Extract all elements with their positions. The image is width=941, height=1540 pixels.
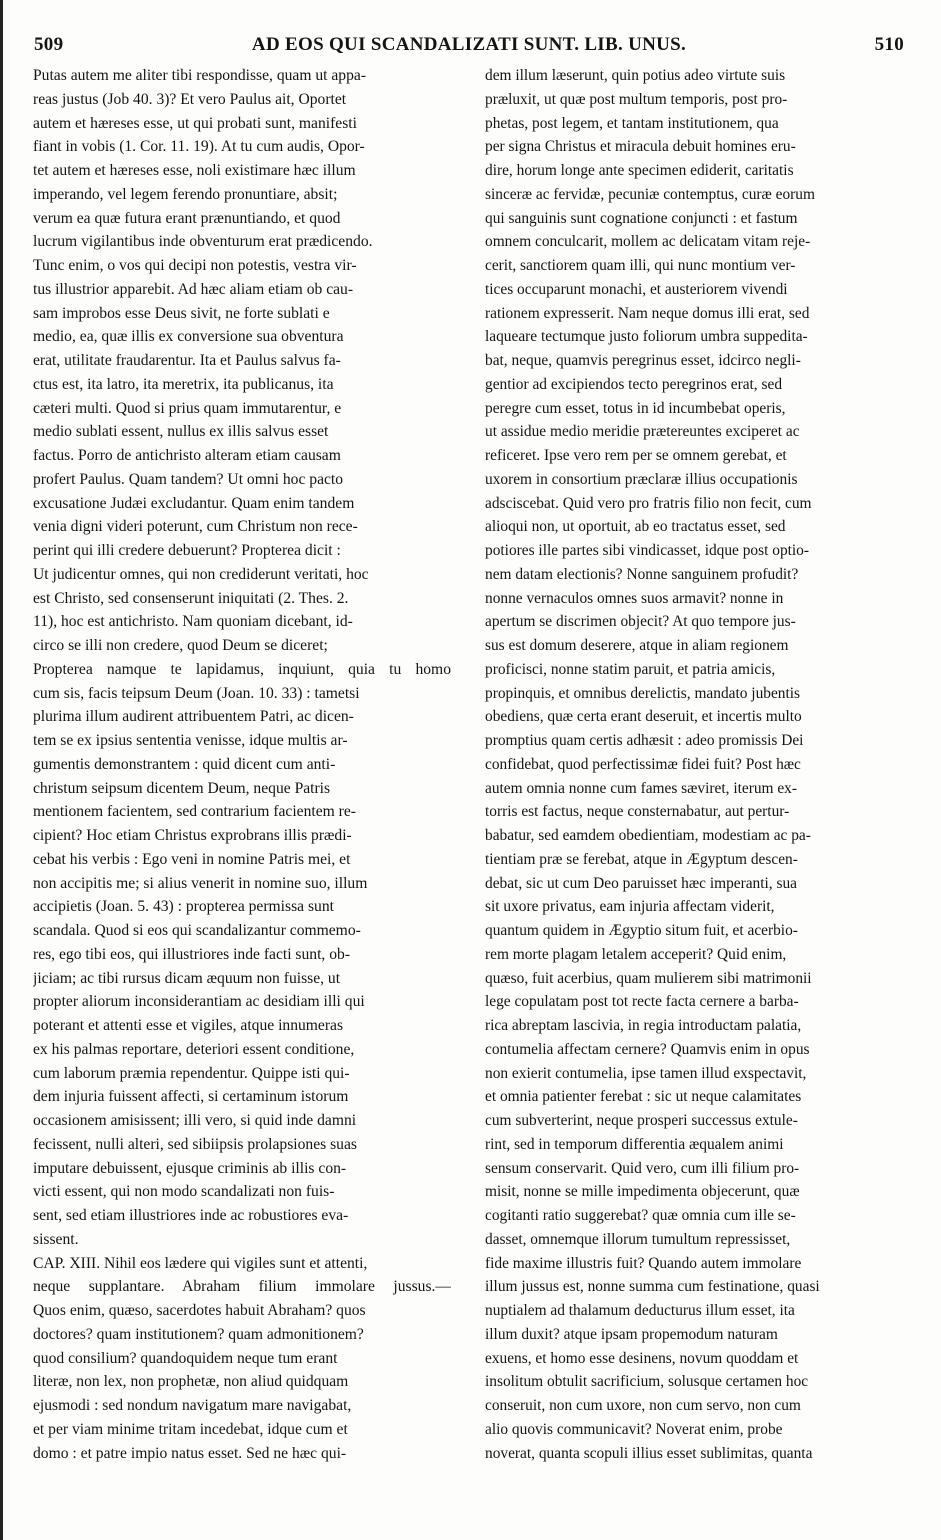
text-line: exuens, et homo esse desinens, novum quoddam et (485, 1349, 799, 1367)
text-line: obediens, quæ certa erant deseruit, et incertis multo (485, 708, 802, 726)
text-line: fide maxime illustris fuit? Quando autem immolare (485, 1254, 802, 1272)
text-line: Ut judicentur omnes, qui non crediderunt veritati, hoc (33, 565, 369, 583)
text-line: nem datam electionis? Nonne sanguinem profudit? (485, 565, 799, 583)
text-line: ut assidue medio meridie prætereuntes exciperet ac (485, 423, 800, 441)
text-line: cæteri multi. Quod si prius quam immutarentur, e (33, 399, 342, 417)
text-line: non exierit contumelia, ipse tamen illud exspectavit, (485, 1064, 807, 1082)
text-line: sissent. (33, 1230, 79, 1248)
text-line: et omnia patienter ferebat : sic ut neque calamitates (485, 1088, 802, 1106)
text-line: torris est factus, neque consternabatur, aut pertur- (485, 803, 790, 821)
text-line: cum subverterint, neque prosperi successus extule- (485, 1112, 798, 1129)
text-line: dasset, omnemque illorum tumultum repressisset, (485, 1230, 791, 1248)
text-line: est Christo, sed consenserunt iniquitati (2. Thes. 2. (33, 589, 349, 607)
text-line: autem et hæreses esse, ut qui probati sunt, manifesti (33, 114, 357, 132)
text-line: reas justus (Job 40. 3)? Et vero Paulus ait, Oportet (33, 90, 347, 108)
text-line: noverat, quanta scopuli illius esset sublimitas, quanta (485, 1444, 813, 1462)
text-line: jiciam; ac tibi rursus dicam æquum non fuisse, ut (33, 969, 341, 987)
text-line: victi essent, qui non modo scandalizati non fuis- (33, 1183, 335, 1201)
text-line: babatur, sed eamdem obedientiam, modestiam ac pa- (485, 827, 811, 844)
text-line: quantum quidem in Ægyptio situm fuit, et acerbio- (485, 922, 798, 939)
text-line: poterant et attenti esse et vigiles, atque innumeras (33, 1017, 344, 1034)
text-line: ex his palmas reportare, deteriori essent conditione, (33, 1040, 355, 1058)
text-line: insolitum obtulit sacrificium, solusque certamen hoc (485, 1373, 809, 1391)
text-line: tet autem et hæreses esse, noli existimare hæc illum (33, 162, 356, 179)
text-line: debat, sic ut cum Deo paruisset hæc imperanti, sua (485, 874, 798, 892)
running-title: AD EOS QUI SCANDALIZATI SUNT. LIB. UNUS. (251, 34, 687, 55)
text-line: fiant in vobis (1. Cor. 11. 19). At tu cum audis, Opor- (33, 138, 365, 156)
text-line: cogitanti ratio suggerebat? quæ omnia cum ille se- (485, 1207, 796, 1224)
text-line: non accipitis me; si alius venerit in nomine suo, illum (33, 874, 368, 892)
text-line: plurima illum audirent attribuentem Patri, ac dicen- (33, 708, 354, 726)
text-line: factus. Porro de antichristo alteram etiam causam (33, 447, 341, 464)
text-line: rationem expresserit. Nam neque domus illi erat, sed (485, 304, 810, 322)
text-line: medio, ea, quæ illis ex conversione sua obventura (33, 328, 344, 346)
text-line: rem morte plagam letalem acceperit? Quid enim, (485, 945, 787, 963)
left-text-column (33, 64, 451, 1465)
text-line: erat, utilitate fraudarentur. Ita et Paulus salvus fa- (33, 352, 341, 369)
text-line: literæ, non lex, non prophetæ, non aliud quidquam (33, 1373, 349, 1391)
text-line: illum jussus est, nonne summa cum festinatione, quasi (485, 1278, 820, 1296)
text-line: phetas, post legem, et tantam institutionem, qua (485, 114, 779, 132)
text-line: medio sublati essent, nullus ex illis salvus esset (33, 423, 329, 441)
text-line: circo se illi non credere, quod Deum se diceret; (33, 637, 328, 654)
text-line: confidebat, quod perfectissimæ fidei fuit? Post hæc (485, 755, 801, 773)
text-line: domo : et patre impio natus esset. Sed ne hæc qui- (33, 1444, 347, 1462)
text-line: dem illum læserunt, quin potius adeo virtute suis (485, 67, 786, 84)
text-line: res, ego tibi eos, qui illustriores inde facti sunt, ob- (33, 945, 351, 963)
text-line: scandala. Quod si eos qui scandalizantur commemo- (33, 922, 361, 939)
text-line: tem se ex ipsius sententia venisse, idque multis ar- (33, 732, 348, 749)
text-line: gentior ad excipiendos tecto peregrinos erat, sed (485, 375, 783, 393)
page-number-left: 509 (34, 34, 64, 55)
text-line: excusatione Judæi excludantur. Quam enim tandem (33, 494, 355, 512)
text-line: accipietis (Joan. 5. 43) : propterea permissa sunt (33, 898, 334, 916)
text-line: quod consilium? quandoquidem neque tum erant (33, 1349, 338, 1367)
text-line: autem omnia nonne cum fames sæviret, iterum ex- (485, 779, 797, 797)
running-header (34, 34, 904, 58)
text-line: qui sanguinis sunt cognatione conjuncti : et fastum (485, 209, 798, 227)
text-line: tientiam præ se ferebat, atque in Ægyptum descen- (485, 850, 798, 868)
text-line: sensum conservarit. Quid vero, cum illi filium pro- (485, 1159, 800, 1177)
text-line: dire, horum longe ante specimen ediderit, caritatis (485, 162, 794, 179)
text-line: potiores ille partes sibi vindicasset, idque post optio- (485, 542, 810, 559)
text-line: reficeret. Ipse vero rem per se omnem gerebat, et (485, 447, 787, 464)
text-line: ejusmodi : sed nondum navigatum mare navigabat, (33, 1397, 352, 1414)
text-line: promptius quam certis adhæsit : adeo promissis Dei (485, 732, 804, 749)
text-line: sit uxore privatus, eam injuria affectam viderit, (485, 898, 775, 916)
text-line: Tunc enim, o vos qui decipi non potestis, vestra vir- (33, 257, 357, 274)
text-line: per signa Christus et miracula debuit homines eru- (485, 138, 796, 156)
text-line: sinceræ ac fervidæ, pecuniæ contemptus, curæ eorum (485, 185, 815, 203)
text-line: nonne vernaculos omnes suos armavit? nonne in (485, 589, 784, 607)
text-line: alio quovis communicavit? Noverat enim, probe (485, 1420, 783, 1438)
text-line: neque supplantare. Abraham filium immolare jussus.— (33, 1278, 451, 1296)
text-line: venia digni videri poterunt, cum Christum non rece- (33, 518, 358, 536)
text-line: perint qui illi credere debuerunt? Propterea dicit : (33, 542, 341, 559)
text-line: profert Paulus. Quam tandem? Ut omni hoc pacto (33, 470, 344, 488)
text-line: rica abreptam lascivia, in regia introductam palatia, (485, 1017, 802, 1034)
text-line: 11), hoc est antichristo. Nam quoniam dicebant, id- (33, 613, 353, 631)
text-line: nuptialem ad thalamum deducturus illum esset, ita (485, 1302, 795, 1319)
text-line: gumentis demonstrantem : quid dicent cum anti- (33, 755, 336, 773)
text-line: conseruit, non cum uxore, non cum servo, non cum (485, 1397, 801, 1414)
text-line: verum ea quæ futura erant prænuntiando, et quod (33, 209, 341, 227)
text-line: omnem conculcarit, mollem ac delicatam vitam reje- (485, 233, 811, 251)
text-line: doctores? quam institutionem? quam admonitionem? (33, 1325, 364, 1343)
text-line: quæso, fuit acerbius, quam mulierem sibi matrimonii (485, 969, 812, 987)
text-line: imperando, vel legem ferendo pronuntiare, absit; (33, 185, 338, 203)
text-line: tus illustrior apparebit. Ad hæc aliam etiam ob cau- (33, 280, 354, 298)
text-line: illum duxit? atque ipsam propemodum naturam (485, 1325, 778, 1343)
text-line: sent, sed etiam illustriores inde ac robustiores eva- (33, 1207, 349, 1224)
text-line: præluxit, ut quæ post multum temporis, post pro- (485, 90, 788, 108)
text-line: propter aliorum inconsiderantiam ac desidiam illi qui (33, 993, 365, 1011)
text-line: contumelia affectam cernere? Quamvis enim in opus (485, 1040, 810, 1058)
text-line: cum laborum præmia rependentur. Quippe isti qui- (33, 1064, 350, 1082)
text-line: alioqui non, ut oportuit, ab eo tractatus esset, sed (485, 518, 786, 536)
text-line: propinquis, et omnibus derelictis, mandato jubentis (485, 684, 801, 702)
text-line: lucrum vigilantibus inde obventurum erat prædicendo. (33, 233, 373, 251)
text-line: Quos enim, quæso, sacerdotes habuit Abraham? quos (33, 1302, 366, 1319)
text-line: Propterea namque te lapidamus, inquiunt, quia tu homo (33, 660, 451, 678)
text-line: sam improbos esse Deus sivit, ne forte sublati e (33, 304, 330, 322)
text-line: lege copulatam post tot recte facta cernere a barba- (485, 993, 799, 1011)
text-line: mentionem facientem, sed contrarium facientem re- (33, 803, 356, 821)
text-line: ctus est, ita latro, ita meretrix, ita publicanus, ita (33, 375, 334, 393)
text-line: sus est domum deserere, atque in aliam regionem (485, 637, 789, 654)
text-line: tices occuparunt monachi, et austeriorem vivendi (485, 280, 788, 298)
text-line: Putas autem me aliter tibi respondisse, quam ut appa- (33, 67, 367, 84)
text-line: CAP. XIII. Nihil eos lædere qui vigiles sunt et attenti, (33, 1254, 368, 1272)
text-line: bat, neque, quamvis peregrinus esset, idcirco negli- (485, 352, 801, 369)
text-line: cum sis, facis teipsum Deum (Joan. 10. 33) : tametsi (33, 684, 360, 702)
text-line: cerit, sanctiorem quam illi, qui nunc montium ver- (485, 257, 796, 274)
text-line: proficisci, nonne statim paruit, et patria amicis, (485, 660, 776, 678)
text-line: rint, sed in temporum differentia æqualem animi (485, 1135, 784, 1153)
text-line: misit, nonne se mille impedimenta objecerunt, quæ (485, 1183, 800, 1201)
text-line: peregre cum esset, totus in id incumbebat operis, (485, 399, 786, 417)
text-line: fecissent, nulli alteri, sed sibiipsis prolapsiones suas (33, 1135, 357, 1153)
text-line: dem injuria fuissent affecti, si certaminum istorum (33, 1088, 349, 1106)
right-text-column (485, 64, 903, 1465)
page-number-right: 510 (874, 34, 904, 55)
text-line: uxorem in consortium præclaræ illius occupationis (485, 470, 798, 488)
text-line: christum seipsum dicentem Deum, neque Patris (33, 779, 331, 797)
text-line: occasionem amisissent; illi vero, si quid inde damni (33, 1112, 357, 1129)
text-line: cipient? Hoc etiam Christus exprobrans illis prædi- (33, 827, 352, 844)
text-line: laqueare tectumque justo foliorum umbra suppedita- (485, 328, 808, 346)
text-line: et per viam minime tritam incedebat, idque cum et (33, 1420, 348, 1438)
text-line: apertum se discrimen objecit? At quo tempore jus- (485, 613, 796, 631)
text-line: cebat his verbis : Ego veni in nomine Patris mei, et (33, 850, 351, 868)
text-line: adsciscebat. Quid vero pro fratris filio non fecit, cum (485, 494, 812, 512)
text-line: imputare debuissent, ejusque criminis ab illis con- (33, 1159, 347, 1177)
page-edge-line (0, 0, 3, 1540)
